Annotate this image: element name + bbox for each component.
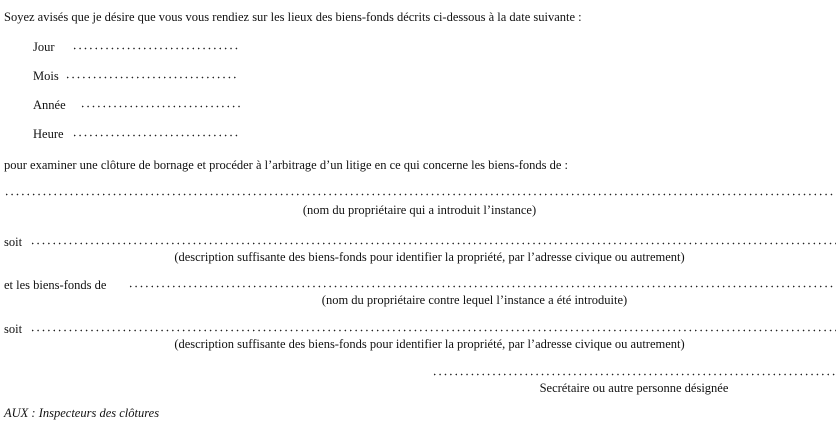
owner2-label: et les biens-fonds de	[4, 278, 107, 292]
owner1-field[interactable]	[4, 193, 836, 196]
heure-label: Heure	[33, 127, 64, 141]
mois-field[interactable]	[65, 76, 239, 79]
owner1-caption: (nom du propriétaire qui a introduit l’instance)	[302, 203, 537, 217]
desc1-field[interactable]	[30, 242, 836, 245]
annee-label: Année	[33, 98, 66, 112]
mois-label: Mois	[33, 69, 59, 83]
signature-caption: Secrétaire ou autre personne désignée	[539, 381, 729, 395]
jour-field[interactable]	[72, 47, 239, 50]
soit1-label: soit	[4, 235, 23, 249]
heure-field[interactable]	[72, 134, 239, 137]
desc1-caption: (description suffisante des biens-fonds pour identifier la propriété, par l’adresse civique ou autrement)	[174, 250, 685, 264]
intro-text: Soyez avisés que je désire que vous vous rendiez sur les lieux des biens-fonds décrits ci-dessous à la date suivante :	[4, 10, 582, 24]
owner2-field[interactable]	[128, 285, 836, 288]
owner2-caption: (nom du propriétaire contre lequel l’instance a été introduite)	[321, 293, 628, 307]
annee-field[interactable]	[80, 105, 240, 108]
desc2-field[interactable]	[30, 329, 836, 332]
jour-label: Jour	[33, 40, 55, 54]
signature-field[interactable]	[432, 373, 836, 376]
desc2-caption: (description suffisante des biens-fonds pour identifier la propriété, par l’adresse civique ou autrement)	[174, 337, 685, 351]
addressee-text: AUX : Inspecteurs des clôtures	[4, 406, 160, 420]
soit2-label: soit	[4, 322, 23, 336]
purpose-text: pour examiner une clôture de bornage et procéder à l’arbitrage d’un litige en ce qui concerne les biens-fonds de :	[4, 158, 568, 172]
